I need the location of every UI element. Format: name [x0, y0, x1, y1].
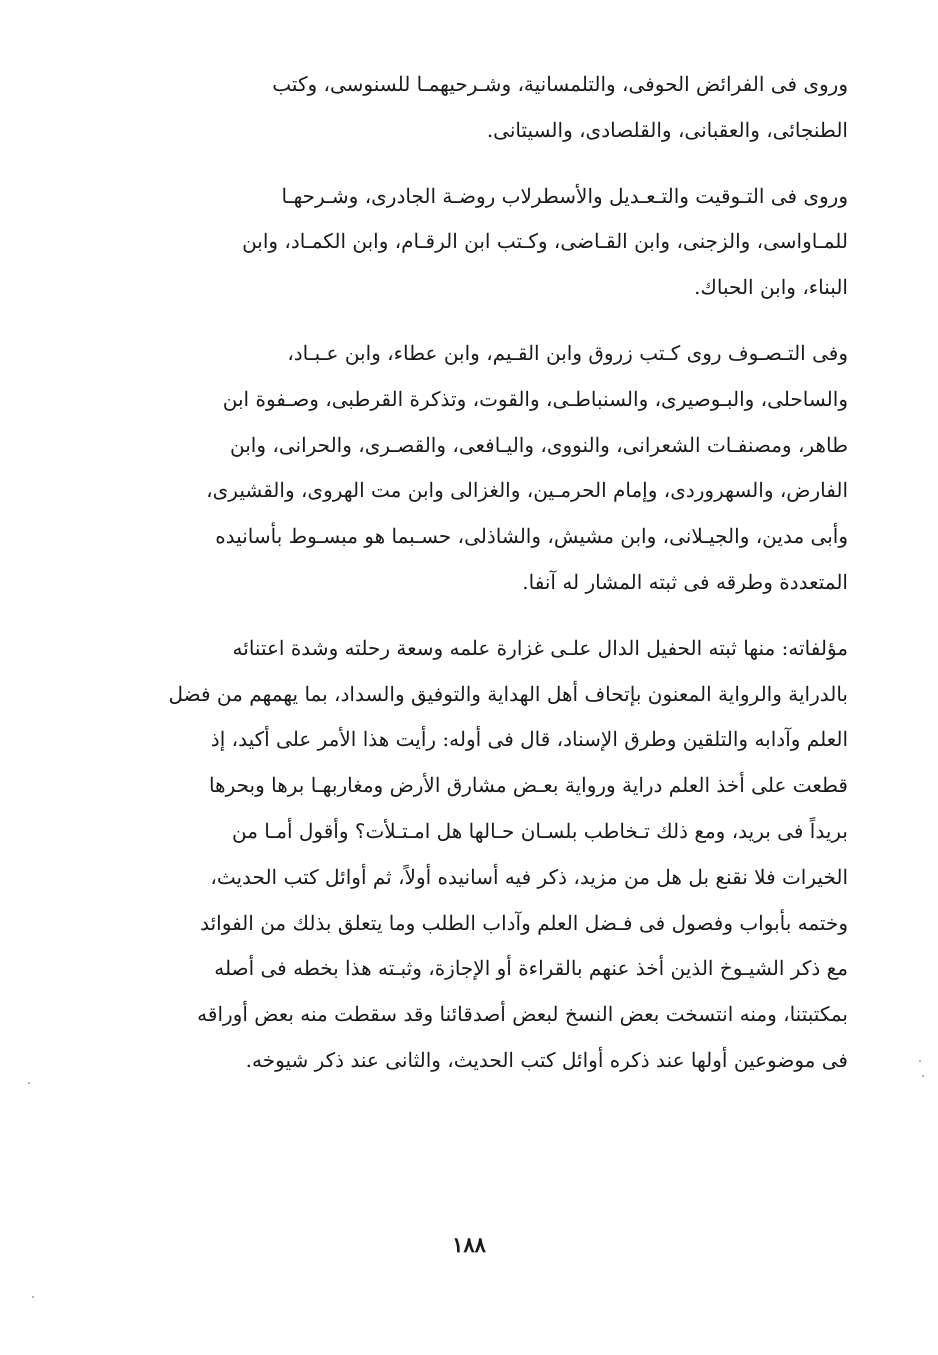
text-line: الطنجائى، والعقبانى، والقلصادى، والسيتانى. — [486, 117, 848, 142]
text-line: للمـاواسى، والزجنى، وابن القـاضى، وكـتب ابن الرقـام، وابن الكمـاد، وابن — [242, 229, 848, 254]
text-line: وأبى مدين، والجيـلانى، وابن مشيش، والشاذلى، حسـبما هو مبسـوط بأسانيده — [215, 524, 848, 549]
text-line: وروى فى التـوقيت والتـعـديل والأسطرلاب روضـة الجادرى، وشـرحهـا — [281, 183, 848, 208]
scan-speck — [919, 1060, 921, 1062]
text-line: مع ذكر الشيـوخ الذين أخذ عنهم بالقراءة أو الإجازة، وثبـته هذا بخطه فى أصله — [214, 956, 848, 981]
text-line: العلم وآدابه والتلقين وطرق الإسناد، قال فى أوله: رأيت هذا الأمر على أكيد، إذ — [210, 727, 848, 752]
text-line: والساحلى، والبـوصيرى، والسنباطـى، والقوت، وتذكرة القرطبى، وصـفوة ابن — [222, 386, 848, 411]
page-number: ١٨٨ — [452, 1232, 486, 1257]
text-line: بالدراية والرواية المعنون بإتحاف أهل الهداية والتوفيق والسداد، بما يهمهم من فضل — [168, 681, 848, 706]
paragraph-tawqit — [100, 174, 848, 311]
text-line: طاهر، ومصنفـات الشعرانى، والنووى، واليـافعى، والقصـرى، والحرانى، وابن — [230, 432, 848, 457]
text-line: مؤلفاته: منها ثبته الحفيل الدال علـى غزارة علمه وسعة رحلته وشدة اعتنائه — [232, 635, 848, 660]
text-line: البناء، وابن الحباك. — [694, 275, 848, 300]
text-line: بريداً فى بريد، ومع ذلك تـخاطب بلسـان حـالها هل امـتـلأت؟ وأقول أمـا من — [231, 818, 848, 843]
paragraph-tasawwuf — [100, 331, 848, 606]
text-line: المتعددة وطرقه فى ثبته المشار له آنفا. — [522, 569, 848, 594]
scan-speck — [28, 1082, 30, 1084]
scan-speck — [32, 1296, 34, 1298]
text-line: الخيرات فلا نقنع بل هل من مزيد، ذكر فيه أسانيده أولاً، ثم أوائل كتب الحديث، — [210, 864, 848, 889]
text-line: وختمه بأبواب وفصول فى فـضل العلم وآداب الطلب وما يتعلق بذلك من الفوائد — [200, 910, 848, 935]
text-line: الفارض، والسهروردى، وإمام الحرمـين، والغزالى وابن مت الهروى، والقشيرى، — [206, 478, 848, 503]
text-line: وفى التـصـوف روى كـتب زروق وابن القـيم، وابن عطاء، وابن عـبـاد، — [287, 340, 848, 365]
paragraph-muallafat — [100, 626, 848, 1084]
text-line: قطعت على أخذ العلم دراية ورواية بعـض مشارق الأرض ومغاربهـا برها وبحرها — [208, 773, 848, 798]
scan-speck — [922, 1075, 924, 1077]
body-text — [100, 62, 848, 1104]
text-line: فى موضوعين أولها عند ذكره أوائل كتب الحديث، والثانى عند ذكر شيوخه. — [245, 1047, 848, 1072]
paragraph-faraid — [100, 62, 848, 154]
text-line: بمكتبتنا، ومنه انتسخت بعض النسخ لبعض أصدقائنا وقد سقطت منه بعض أوراقه — [197, 1002, 848, 1027]
text-line: وروى فى الفرائض الحوفى، والتلمسانية، وشـرحيهمـا للسنوسى، وكتب — [272, 72, 848, 96]
